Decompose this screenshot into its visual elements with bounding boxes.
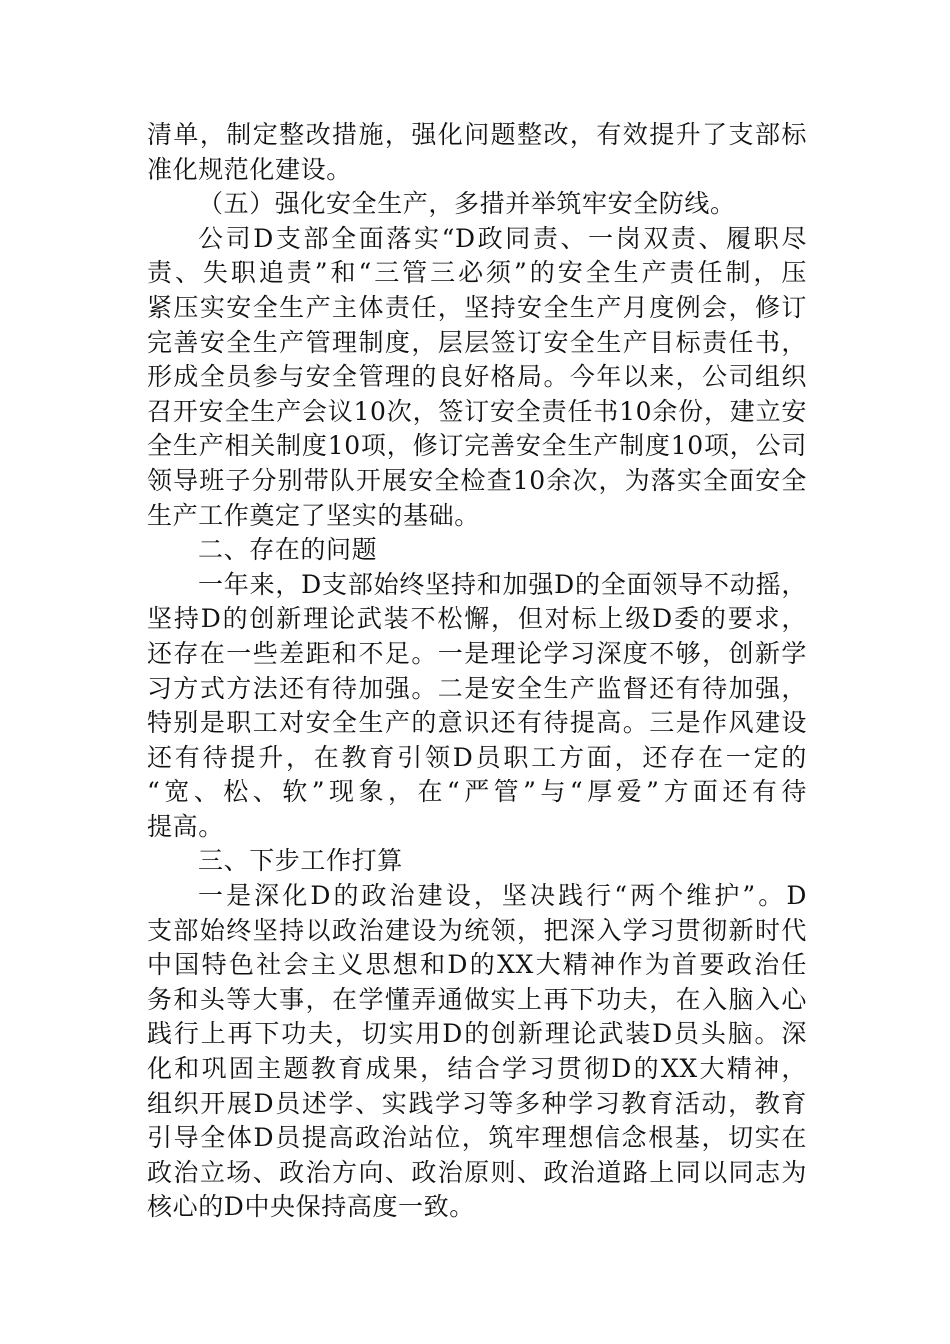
body-line: 还存在一些差距和不足。一是理论学习深度不够，创新学: [147, 638, 807, 668]
body-line: 组织开展D员述学、实践学习等多种学习教育活动，教育: [147, 1088, 807, 1118]
body-line: 习方式方法还有待加强。二是安全生产监督还有待加强，: [147, 673, 807, 703]
section-subheading: （五）强化安全生产，多措并举筑牢安全防线。: [198, 189, 736, 219]
body-line: 清单，制定整改措施，强化问题整改，有效提升了支部标: [147, 120, 807, 149]
body-line: 化和巩固主题教育成果，结合学习贯彻D的XX大精神，: [147, 1054, 807, 1084]
body-line: 完善安全生产管理制度，层层签订安全生产目标责任书，: [147, 327, 807, 357]
body-line: 领导班子分别带队开展安全检查10余次，为落实全面安全: [147, 465, 807, 495]
paragraph-first-line: 一是深化D的政治建设，坚决践行“两个维护”。D: [198, 881, 807, 911]
body-line: 践行上再下功夫，切实用D的创新理论武装D员头脑。深: [147, 1019, 807, 1049]
body-line: 核心的D中央保持高度一致。: [147, 1192, 475, 1222]
section-heading-plans: 三、下步工作打算: [198, 846, 403, 876]
body-line: 中国特色社会主义思想和D的XX大精神作为首要政治任: [147, 950, 807, 980]
body-line: 召开安全生产会议10次，签订安全责任书10余份，建立安: [147, 396, 807, 426]
body-line: 还有待提升，在教育引领D员职工方面，还存在一定的: [147, 742, 807, 772]
body-line: 责、失职追责”和“三管三必须”的安全生产责任制，压: [147, 258, 807, 288]
body-line: 支部始终坚持以政治建设为统领，把深入学习贯彻新时代: [147, 915, 807, 945]
body-line: 生产工作奠定了坚实的基础。: [147, 500, 480, 530]
body-line: 紧压实安全生产主体责任，坚持安全生产月度例会，修订: [147, 292, 807, 322]
body-line: 坚持D的创新理论武装不松懈，但对标上级D委的要求，: [147, 604, 807, 634]
body-line: 务和头等大事，在学懂弄通做实上再下功夫，在入脑入心: [147, 984, 807, 1014]
body-line: 引导全体D员提高政治站位，筑牢理想信念根基，切实在: [147, 1123, 807, 1153]
body-line: 全生产相关制度10项，修订完善安全生产制度10项，公司: [147, 431, 807, 461]
body-line: 提高。: [147, 811, 224, 841]
section-heading-problems: 二、存在的问题: [198, 535, 378, 565]
paragraph-first-line: 一年来，D支部始终坚持和加强D的全面领导不动摇，: [198, 569, 807, 599]
body-line: 准化规范化建设。: [147, 154, 352, 184]
paragraph-first-line: 公司D支部全面落实“D政同责、一岗双责、履职尽: [198, 223, 807, 253]
body-line: “宽、松、软”现象，在“严管”与“厚爱”方面还有待: [147, 777, 807, 807]
document-body: [147, 118, 807, 1225]
body-line: 形成全员参与安全管理的良好格局。今年以来，公司组织: [147, 362, 807, 392]
body-line: 特别是职工对安全生产的意识还有待提高。三是作风建设: [147, 708, 807, 738]
body-line: 政治立场、政治方向、政治原则、政治道路上同以同志为: [147, 1157, 807, 1187]
